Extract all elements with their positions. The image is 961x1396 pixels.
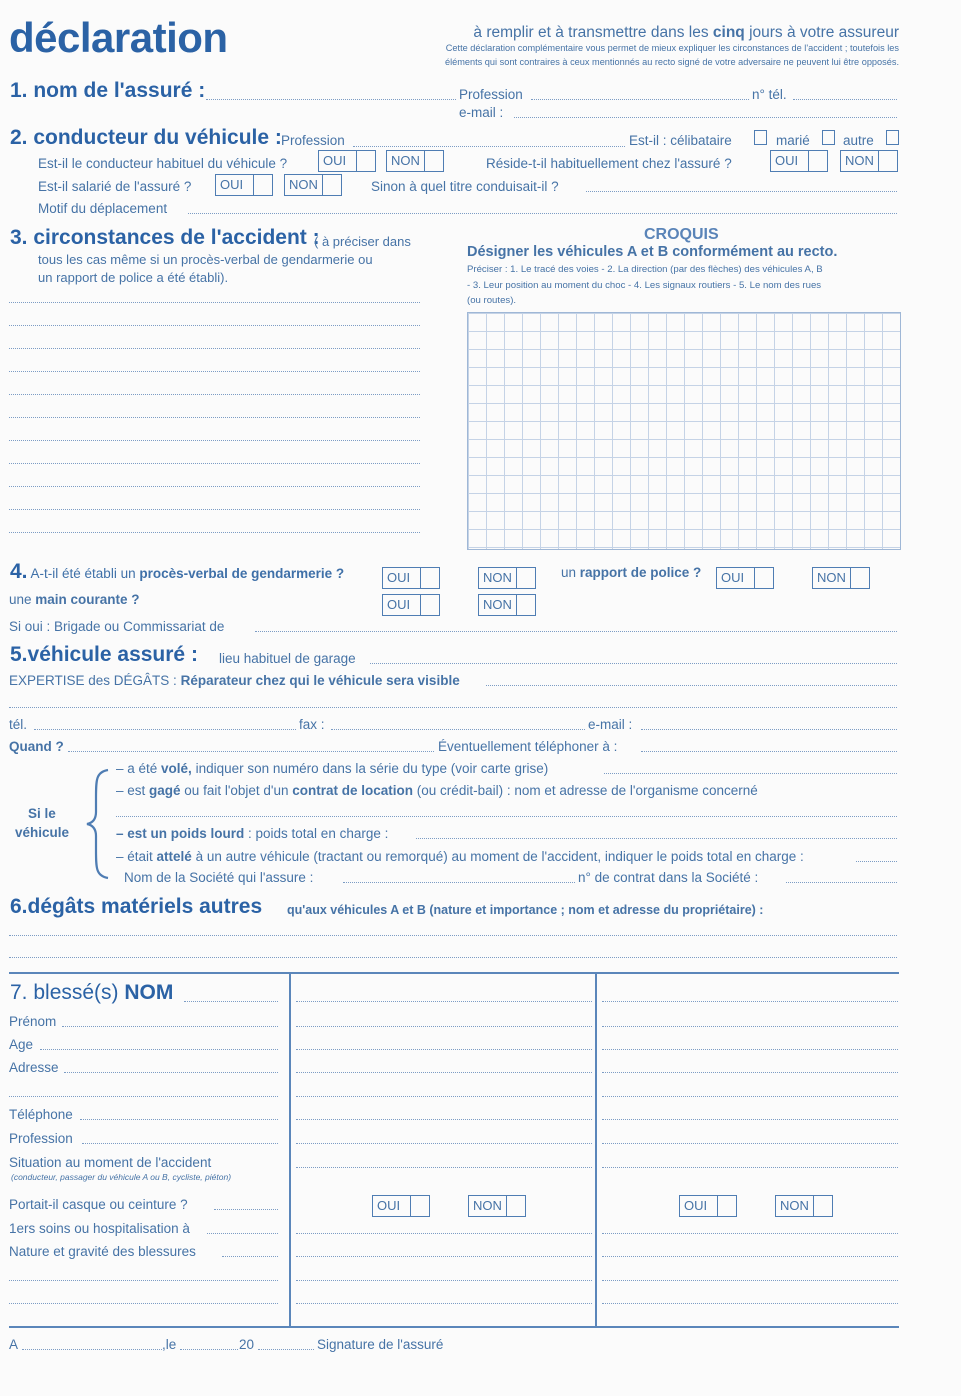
brace-icon xyxy=(84,768,110,880)
adresse-label: Adresse xyxy=(9,1060,59,1075)
casque-field[interactable] xyxy=(214,1209,278,1210)
section-6-title: 6.dégâts matériels autres xyxy=(10,895,263,918)
soins-field[interactable] xyxy=(207,1233,278,1234)
vole-line: – a été volé, indiquer son numéro dans la série du type (voir carte grise) xyxy=(116,761,549,776)
section-4-question: 4. A-t-il été établi un procès-verbal de gendarmerie ? xyxy=(10,560,345,583)
col2-line[interactable] xyxy=(296,1167,592,1168)
col3-line[interactable] xyxy=(602,1026,898,1027)
pv-non-box[interactable]: NON xyxy=(478,567,536,589)
circ-line[interactable] xyxy=(9,532,420,533)
s1-tel-label: n° tél. xyxy=(752,87,787,102)
age-label: Age xyxy=(9,1037,34,1052)
vole-field[interactable] xyxy=(604,773,897,774)
header-subtitle: à remplir et à transmettre dans les cinq jours à votre assureur xyxy=(473,24,899,41)
s5-fax-label: fax : xyxy=(299,717,325,732)
header-note-line-1: Cette déclaration complémentaire vous permet de mieux expliquer les circonstances de l'accident ; toutefois les xyxy=(445,43,899,53)
section-3-title: 3. circonstances de l'accident : xyxy=(10,226,320,249)
nature-label: Nature et gravité des blessures xyxy=(9,1244,196,1259)
header-note-line-2: éléments qui sont contraires à ceux mentionnés au recto signé de votre adversaire ne peuvent lui être opposés. xyxy=(444,57,899,67)
col3-line[interactable] xyxy=(602,1049,898,1050)
col3-line[interactable] xyxy=(602,1167,898,1168)
reparateur-field-2[interactable] xyxy=(9,707,897,708)
main-oui-box[interactable]: OUI xyxy=(382,594,440,616)
societe-field[interactable] xyxy=(343,882,575,883)
reparateur-field[interactable] xyxy=(486,685,897,686)
salarie-question: Est-il salarié de l'assuré ? xyxy=(38,179,192,194)
casque-label: Portait-il casque ou ceinture ? xyxy=(9,1197,188,1212)
motif-field[interactable] xyxy=(188,213,897,214)
circ-line[interactable] xyxy=(9,348,420,349)
s2-estil-label: Est-il : célibataire xyxy=(629,133,732,148)
s1-profession-label: Profession xyxy=(459,87,523,102)
prenom-label: Prénom xyxy=(9,1014,57,1029)
circ-line[interactable] xyxy=(9,463,420,464)
section-5-title: 5.véhicule assuré : xyxy=(10,643,198,666)
casque-oui-box-b[interactable]: OUI xyxy=(679,1195,737,1217)
police-non-box[interactable]: NON xyxy=(812,567,870,589)
section-7-title: 7. blessé(s) NOM xyxy=(10,981,174,1004)
telephoner-label: Éventuellement téléphoner à : xyxy=(438,739,618,754)
brigade-label: Si oui : Brigade ou Commissariat de xyxy=(9,619,225,634)
pv-oui-box[interactable]: OUI xyxy=(382,567,440,589)
casque-non-box-b[interactable]: NON xyxy=(775,1195,833,1217)
nature-field[interactable] xyxy=(222,1256,278,1257)
salarie-oui-box[interactable]: OUI xyxy=(215,174,273,196)
section-2-title: 2. conducteur du véhicule : xyxy=(10,126,282,149)
lourd-line: – est un poids lourd : poids total en charge : xyxy=(116,826,389,841)
salarie-non-box[interactable]: NON xyxy=(284,174,342,196)
police-oui-box[interactable]: OUI xyxy=(716,567,774,589)
reside-non-box[interactable]: NON xyxy=(840,150,898,172)
habituel-question: Est-il le conducteur habituel du véhicule ? xyxy=(38,156,288,171)
footer-year-field[interactable] xyxy=(258,1349,314,1350)
prenom-field[interactable] xyxy=(62,1026,278,1027)
section-1-title: 1. nom de l'assuré : xyxy=(10,79,206,102)
col3-line[interactable] xyxy=(602,1280,898,1281)
s2-profession-label: Profession xyxy=(281,133,345,148)
quand-field[interactable] xyxy=(68,751,434,752)
motif-label: Motif du déplacement xyxy=(38,201,168,216)
telephone-field[interactable] xyxy=(80,1119,278,1120)
police-question: un rapport de police ? xyxy=(561,565,702,580)
insured-name-field[interactable] xyxy=(206,99,456,100)
footer-place-field[interactable] xyxy=(22,1349,162,1350)
circ-line[interactable] xyxy=(9,509,420,510)
col2-line[interactable] xyxy=(296,1233,592,1234)
footer-a-label: A xyxy=(9,1337,19,1352)
col2-line[interactable] xyxy=(296,1280,592,1281)
croquis-designer: Désigner les véhicules A et B conformément au recto. xyxy=(467,244,838,260)
s2-profession-field[interactable] xyxy=(353,146,625,147)
autre-checkbox[interactable] xyxy=(886,130,899,145)
s1-tel-field[interactable] xyxy=(793,99,897,100)
col2-line[interactable] xyxy=(296,1072,592,1073)
page-title: déclaration xyxy=(9,14,228,61)
col3-line[interactable] xyxy=(602,1096,898,1097)
soins-label: 1ers soins ou hospitalisation à xyxy=(9,1221,190,1236)
circ-line[interactable] xyxy=(9,440,420,441)
celibataire-checkbox[interactable] xyxy=(754,130,767,145)
s1-email-label: e-mail : xyxy=(459,105,504,120)
garage-label: lieu habituel de garage xyxy=(219,651,356,666)
habituel-non-box[interactable]: NON xyxy=(386,150,444,172)
titre-field[interactable] xyxy=(586,191,897,192)
gage-field[interactable] xyxy=(116,816,897,817)
brigade-field[interactable] xyxy=(255,631,897,632)
expertise-line: EXPERTISE des DÉGÂTS : Réparateur chez qui le véhicule sera visible xyxy=(9,673,460,688)
circ-line[interactable] xyxy=(9,417,420,418)
s5-tel-field[interactable] xyxy=(34,729,296,730)
col2-line[interactable] xyxy=(296,1256,592,1257)
circ-line[interactable] xyxy=(9,394,420,395)
circ-line[interactable] xyxy=(9,486,420,487)
s3-paren: ( à préciser dans xyxy=(314,234,411,249)
degats-line[interactable] xyxy=(9,957,897,958)
gage-line: – est gagé ou fait l'objet d'un contrat de location (ou crédit-bail) : nom et adresse de l'organisme concerné xyxy=(116,783,758,798)
s5-fax-field[interactable] xyxy=(331,729,585,730)
s7-bottom-rule xyxy=(9,1326,899,1328)
adresse-field-2[interactable] xyxy=(9,1096,278,1097)
col2-line[interactable] xyxy=(296,1119,592,1120)
croquis-title: CROQUIS xyxy=(644,226,719,243)
situation-label: Situation au moment de l'accident xyxy=(9,1155,212,1170)
croquis-instr-1: Préciser : 1. Le tracé des voies - 2. La direction (par des flèches) des véhicules A, B xyxy=(467,264,823,275)
societe-label: Nom de la Société qui l'assure : xyxy=(124,870,314,885)
s7-col-divider-1 xyxy=(289,972,291,1326)
titre-question: Sinon à quel titre conduisait-il ? xyxy=(371,179,559,194)
s1-profession-field[interactable] xyxy=(531,99,749,100)
s7-col-divider-2 xyxy=(595,972,597,1326)
s7-profession-label: Profession xyxy=(9,1131,73,1146)
garage-field[interactable] xyxy=(370,663,897,664)
nature-field-3[interactable] xyxy=(9,1303,278,1304)
contrat-field[interactable] xyxy=(786,882,897,883)
s5-email-field[interactable] xyxy=(641,729,897,730)
nom-field[interactable] xyxy=(184,1001,278,1002)
s5-tel-label: tél. xyxy=(9,717,28,732)
col3-line[interactable] xyxy=(602,1119,898,1120)
age-field[interactable] xyxy=(40,1049,278,1050)
degats-line[interactable] xyxy=(9,935,897,936)
quand-label: Quand ? xyxy=(9,739,64,754)
situation-note: (conducteur, passager du véhicule A ou B, cycliste, piéton) xyxy=(11,1172,232,1182)
col2-line[interactable] xyxy=(296,1303,592,1304)
s5-email-label: e-mail : xyxy=(588,717,633,732)
main-non-box[interactable]: NON xyxy=(478,594,536,616)
s3-line-3: un rapport de police a été établi). xyxy=(38,270,229,285)
croquis-instr-3: (ou routes). xyxy=(467,295,517,306)
lourd-field[interactable] xyxy=(416,838,897,839)
marie-label: marié xyxy=(776,133,810,148)
croquis-grid[interactable] xyxy=(467,312,901,550)
vehicule-label: véhicule xyxy=(15,825,70,840)
telephone-label: Téléphone xyxy=(9,1107,73,1122)
col3-line[interactable] xyxy=(602,1303,898,1304)
col3-line[interactable] xyxy=(602,1256,898,1257)
s3-line-2: tous les cas même si un procès-verbal de gendarmerie ou xyxy=(38,252,373,267)
main-courante-question: une main courante ? xyxy=(9,592,140,607)
col2-line[interactable] xyxy=(296,1026,592,1027)
circ-line[interactable] xyxy=(9,371,420,372)
attele-field[interactable] xyxy=(856,861,897,862)
col3-line[interactable] xyxy=(602,1072,898,1073)
footer-year-label: 20 xyxy=(239,1337,255,1352)
section-6-subtitle: qu'aux véhicules A et B (nature et importance ; nom et adresse du propriétaire) : xyxy=(287,903,764,917)
s1-email-field[interactable] xyxy=(514,117,897,118)
signature-label: Signature de l'assuré xyxy=(317,1337,444,1352)
adresse-field[interactable] xyxy=(64,1072,278,1073)
si-le-label: Si le xyxy=(28,806,56,821)
reside-question: Réside-t-il habituellement chez l'assuré ? xyxy=(486,156,732,171)
nature-field-2[interactable] xyxy=(9,1280,278,1281)
col3-line[interactable] xyxy=(602,1143,898,1144)
col3-line[interactable] xyxy=(602,1233,898,1234)
telephoner-field[interactable] xyxy=(641,751,897,752)
marie-checkbox[interactable] xyxy=(822,130,835,145)
casque-non-box-a[interactable]: NON xyxy=(468,1195,526,1217)
circ-line[interactable] xyxy=(9,325,420,326)
col2-line[interactable] xyxy=(296,1096,592,1097)
circ-line[interactable] xyxy=(9,302,420,303)
col3-line[interactable] xyxy=(602,1001,898,1002)
footer-date-field[interactable] xyxy=(180,1349,238,1350)
col2-line[interactable] xyxy=(296,1143,592,1144)
col2-line[interactable] xyxy=(296,1049,592,1050)
casque-oui-box-a[interactable]: OUI xyxy=(372,1195,430,1217)
footer-le-label: ,le xyxy=(162,1337,177,1352)
croquis-instr-2: - 3. Leur position au moment du choc - 4. Les signaux routiers - 5. Le nom des rues xyxy=(467,280,822,291)
contrat-label: n° de contrat dans la Société : xyxy=(578,870,759,885)
habituel-oui-box[interactable]: OUI xyxy=(318,150,376,172)
autre-label: autre xyxy=(843,133,874,148)
attele-line: – était attelé à un autre véhicule (tractant ou remorqué) au moment de l'accident, indiquer le poids total en charge : xyxy=(116,849,804,864)
col2-line[interactable] xyxy=(296,1001,592,1002)
s7-profession-field[interactable] xyxy=(82,1143,278,1144)
reside-oui-box[interactable]: OUI xyxy=(770,150,828,172)
s7-top-rule xyxy=(9,972,899,974)
